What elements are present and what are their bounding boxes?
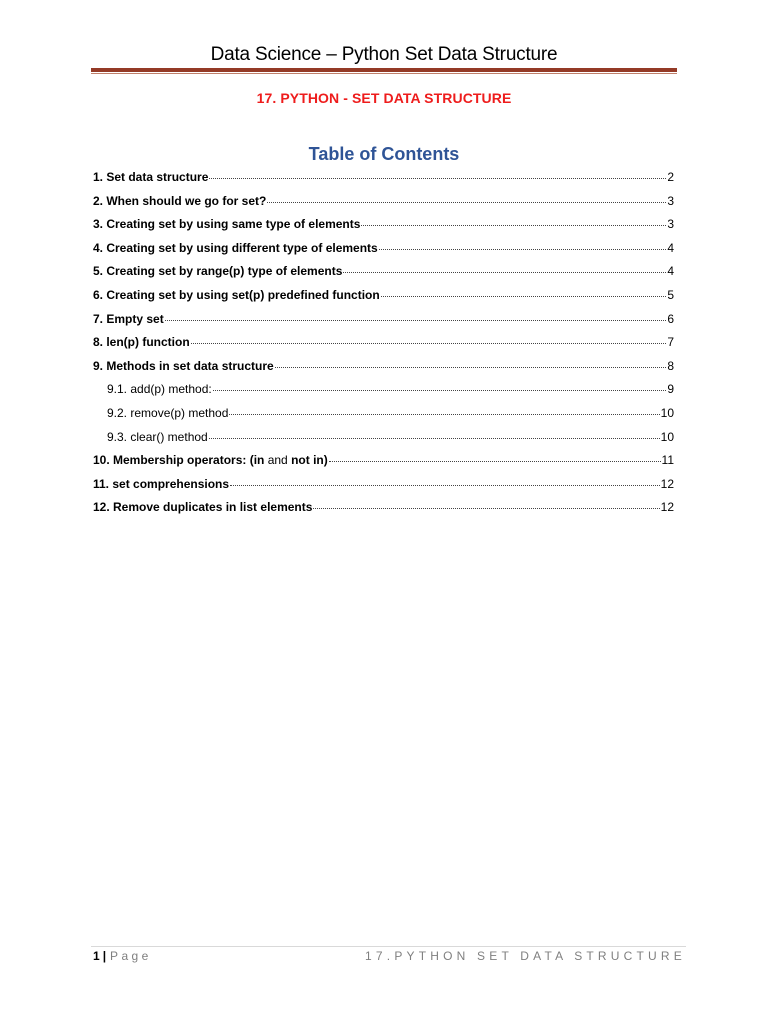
toc-dot-leader xyxy=(209,438,660,439)
toc-heading: Table of Contents xyxy=(308,144,460,164)
chapter-title: 17. PYTHON - SET DATA STRUCTURE xyxy=(256,90,512,106)
toc-entry-page: 8 xyxy=(667,358,674,373)
toc-dot-leader xyxy=(213,390,667,391)
toc-entry[interactable] xyxy=(93,475,674,499)
toc-entry-page: 12 xyxy=(660,476,674,491)
toc-entry-label: 2. When should we go for set? xyxy=(93,193,267,208)
toc-entry-page: 5 xyxy=(667,287,674,302)
toc-dot-leader xyxy=(209,178,666,179)
toc-entry-label: 9.1. add(p) method: xyxy=(107,382,212,397)
toc-entry-page: 11 xyxy=(661,453,674,468)
toc-entry-label: 6. Creating set by using set(p) predefined function xyxy=(93,287,380,302)
footer-page-indicator xyxy=(93,949,152,963)
footer-rule xyxy=(91,946,686,947)
toc-entry-label: 9. Methods in set data structure xyxy=(93,358,274,373)
toc-dot-leader xyxy=(191,343,667,344)
toc-entry[interactable] xyxy=(93,498,674,522)
toc-dot-leader xyxy=(381,296,667,297)
toc-entry[interactable] xyxy=(93,215,674,239)
footer-separator: | xyxy=(102,949,107,963)
toc-entry[interactable] xyxy=(93,286,674,310)
toc-entry-page: 6 xyxy=(667,311,674,326)
toc-label-part-bold: not in) xyxy=(291,453,328,468)
toc-entry-page: 4 xyxy=(667,264,674,279)
toc-entry-label: 1. Set data structure xyxy=(93,170,209,184)
toc-subentry[interactable] xyxy=(93,428,674,452)
header-title: Data Science – Python Set Data Structure xyxy=(210,44,558,65)
footer-page-number: 1 xyxy=(93,949,100,963)
toc-entry-label: 12. Remove duplicates in list elements xyxy=(93,500,313,515)
footer-page-word: Page xyxy=(110,949,152,963)
toc-entry-label: 3. Creating set by using same type of elements xyxy=(93,217,361,232)
footer-running-title: 17.PYTHON SET DATA STRUCTURE xyxy=(365,949,686,963)
toc-entry-page: 4 xyxy=(667,240,674,255)
toc-dot-leader xyxy=(267,202,666,203)
toc-dot-leader xyxy=(329,461,661,462)
header-rule-thin xyxy=(91,73,677,74)
toc-entry[interactable] xyxy=(93,262,674,286)
toc-entry[interactable] xyxy=(93,451,674,475)
toc-dot-leader xyxy=(379,249,667,250)
toc-entry-page: 12 xyxy=(660,500,674,515)
toc-entry-label: 7. Empty set xyxy=(93,311,164,326)
toc-dot-leader xyxy=(343,272,666,273)
toc-entry-label: 9.3. clear() method xyxy=(107,429,208,444)
toc-entry-label: 9.2. remove(p) method xyxy=(107,405,229,420)
toc-dot-leader xyxy=(361,225,666,226)
toc-entry-page: 10 xyxy=(660,405,674,420)
toc-entry-page: 9 xyxy=(667,382,674,397)
toc-entry-label: 11. set comprehensions xyxy=(93,476,230,491)
toc-subentry[interactable] xyxy=(93,404,674,428)
toc-dot-leader xyxy=(275,367,667,368)
toc-entry-page: 10 xyxy=(660,429,674,444)
toc-entry[interactable] xyxy=(93,357,674,381)
toc-label-part-bold: 10. Membership operators: (in xyxy=(93,453,265,468)
toc-entry-page: 3 xyxy=(667,217,674,232)
toc-dot-leader xyxy=(165,320,667,321)
table-of-contents xyxy=(93,168,674,522)
toc-entry[interactable] xyxy=(93,239,674,263)
toc-subentry[interactable] xyxy=(93,380,674,404)
toc-entry-label: 8. len(p) function xyxy=(93,335,190,350)
toc-entry-label: 4. Creating set by using different type of elements xyxy=(93,240,378,255)
toc-entry[interactable] xyxy=(93,192,674,216)
toc-entry-page: 3 xyxy=(667,193,674,208)
toc-entry-label xyxy=(93,451,328,469)
toc-dot-leader xyxy=(229,414,659,415)
toc-label-part-normal: and xyxy=(264,453,292,468)
toc-entry[interactable] xyxy=(93,310,674,334)
toc-entry-label: 5. Creating set by range(p) type of elements xyxy=(93,264,343,279)
toc-dot-leader xyxy=(230,485,660,486)
toc-entry-page: 2 xyxy=(667,170,674,184)
toc-entry[interactable] xyxy=(93,168,674,192)
toc-entry[interactable] xyxy=(93,333,674,357)
header-rule-thick xyxy=(91,68,677,72)
toc-dot-leader xyxy=(313,508,659,509)
toc-entry-page: 7 xyxy=(667,335,674,350)
